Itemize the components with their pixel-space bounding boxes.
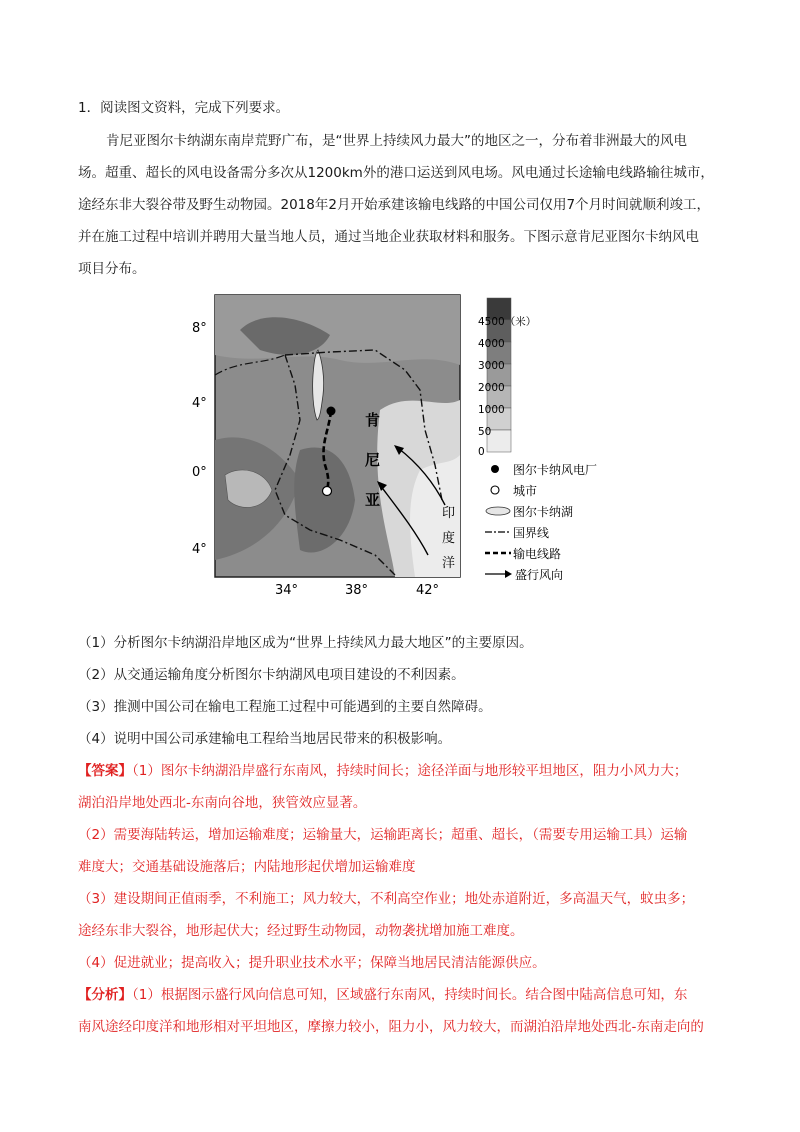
legend-item-label: 城市 <box>513 484 538 498</box>
elevation-legend <box>478 298 536 458</box>
symbol-legend <box>485 462 597 582</box>
country-label: 亚 <box>365 491 381 509</box>
sub-question: （1）分析图尔卡纳湖沿岸地区成为“世界上持续风力最大地区”的主要原因。 <box>78 635 533 651</box>
legend-elev-label: 2000 <box>478 382 505 394</box>
legend-elev-label: 0 <box>478 446 485 458</box>
lat-label: 8° <box>192 321 207 336</box>
intro-line: 肯尼亚图尔卡纳湖东南岸荒野广布，是“世界上持续风力最大”的地区之一，分布着非洲最大的风电 <box>106 133 687 149</box>
intro-line: 场。超重、超长的风电设备需分多次从1200km外的港口运送到风电场。风电通过长途输电线路输往城市， <box>78 165 714 181</box>
wind-farm-marker <box>327 407 336 416</box>
analysis-line <box>78 985 687 1005</box>
lat-label: 4° <box>192 396 207 411</box>
legend-item-label: 图尔卡纳湖 <box>513 505 574 519</box>
lat-label: 4° <box>192 542 207 557</box>
legend-elev-label: 4500（米） <box>478 316 537 328</box>
analysis-text: （1）根据图示盛行风向信息可知，区域盛行东南风，持续时间长。结合图中陆高信息可知，东 <box>132 987 688 1003</box>
city-legend-icon <box>491 486 499 494</box>
legend-item-label: 图尔卡纳风电厂 <box>513 463 598 477</box>
ocean-label: 洋 <box>442 556 456 571</box>
answer-line: （2）需要海陆转运，增加运输难度；运输量大，运输距离长；超重、超长，（需要专用运输工具）运输 <box>78 827 688 843</box>
answer-line: 难度大；交通基础设施落后；内陆地形起伏增加运输难度 <box>78 859 416 875</box>
kenya-turkana-map-figure <box>180 290 620 605</box>
legend-item-label: 国界线 <box>513 526 550 540</box>
country-label: 尼 <box>365 451 381 469</box>
wind-farm-legend-icon <box>491 465 499 473</box>
legend-elev-label: 4000 <box>478 338 505 350</box>
ocean-label: 印 <box>442 506 456 521</box>
sub-question: （3）推测中国公司在输电工程施工过程中可能遇到的主要自然障碍。 <box>78 699 492 715</box>
city-marker <box>323 487 332 496</box>
answer-line: （3）建设期间正值雨季，不利施工；风力较大，不利高空作业；地处赤道附近，多高温天气，蚊虫多； <box>78 891 695 907</box>
lon-label: 42° <box>416 583 440 598</box>
answer-line: 湖泊沿岸地处西北-东南向谷地，狭管效应显著。 <box>78 795 367 811</box>
arrowhead <box>505 570 512 578</box>
answer-line <box>78 761 687 781</box>
lake-legend-icon <box>486 507 510 515</box>
lon-label: 38° <box>345 583 369 598</box>
ocean-label: 度 <box>442 531 456 546</box>
question-title: 1．阅读图文资料，完成下列要求。 <box>78 100 290 116</box>
sub-question: （4）说明中国公司承建输电工程给当地居民带来的积极影响。 <box>78 731 452 747</box>
intro-line: 项目分布。 <box>78 261 146 277</box>
legend-elev-label: 1000 <box>478 404 505 416</box>
analysis-label: 【分析】 <box>78 987 132 1003</box>
intro-line: 途经东非大裂谷带及野生动物园。2018年2月开始承建该输电线路的中国公司仅用7个月时间就顺利竣工， <box>78 197 711 213</box>
country-label: 肯 <box>365 411 381 429</box>
answer-label: 【答案】 <box>78 763 132 779</box>
intro-line: 并在施工过程中培训并聘用大量当地人员，通过当地企业获取材料和服务。下图示意肯尼亚图尔卡纳风电 <box>78 229 699 245</box>
legend-item-label: 盛行风向 <box>515 568 564 582</box>
legend-item-label: 输电线路 <box>513 547 562 561</box>
answer-text: （1）图尔卡纳湖沿岸盛行东南风，持续时间长；途径洋面与地形较平坦地区，阻力小风力大； <box>132 763 688 779</box>
lat-label: 0° <box>192 465 207 480</box>
answer-line: （4）促进就业；提高收入；提升职业技术水平；保障当地居民清洁能源供应。 <box>78 955 546 971</box>
legend-elev-label: 3000 <box>478 360 505 372</box>
lon-label: 34° <box>275 583 299 598</box>
answer-line: 途经东非大裂谷，地形起伏大；经过野生动物园，动物袭扰增加施工难度。 <box>78 923 524 939</box>
sub-question: （2）从交通运输角度分析图尔卡纳湖风电项目建设的不利因素。 <box>78 667 465 683</box>
legend-elev-label: 50 <box>478 426 492 438</box>
analysis-line: 南风途经印度洋和地形相对平坦地区，摩擦力较小，阻力小，风力较大，而湖泊沿岸地处西北-东南走向的 <box>78 1019 704 1035</box>
